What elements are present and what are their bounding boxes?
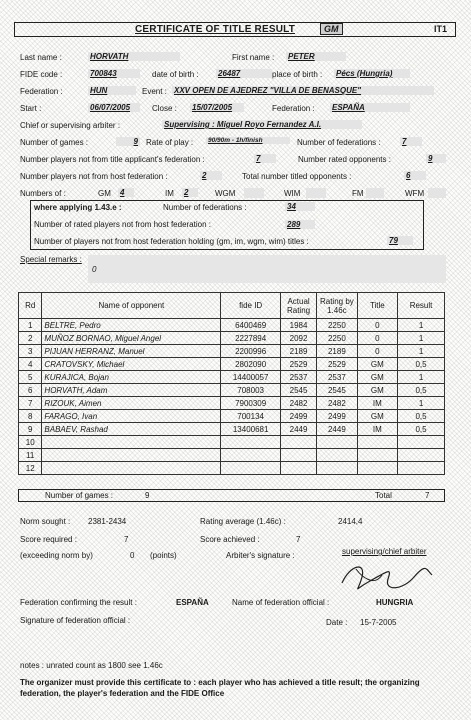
table-row [19, 410, 445, 423]
official-name-value: HUNGRIA [376, 598, 414, 607]
table-row [19, 397, 445, 410]
title-cell: 0 [357, 319, 397, 332]
fide-code-label: FIDE code : [20, 70, 63, 79]
rule-143e-rated-label: Number of rated players not from host federation : [34, 220, 211, 229]
actual-rating-cell [280, 462, 316, 475]
rating-146c-cell: 2250 [317, 332, 357, 345]
actual-rating-cell [280, 449, 316, 462]
im-label: IM [165, 189, 174, 198]
special-remarks-field [88, 255, 446, 283]
score-achieved-value: 7 [296, 535, 301, 544]
close-value: 15/07/2005 [190, 103, 244, 112]
actual-rating-cell: 2449 [280, 423, 316, 436]
fide-id-cell: 7900309 [221, 397, 281, 410]
certificate-header [14, 22, 456, 37]
last-name-value: HORVATH [88, 52, 180, 61]
col-rating-146c: Rating by 1.46c [317, 293, 357, 319]
title-cell: 0 [357, 332, 397, 345]
fide-id-cell: 700134 [221, 410, 281, 423]
rating-average-value: 2414,4 [338, 517, 363, 526]
actual-rating-cell: 2545 [280, 384, 316, 397]
col-result: Result [398, 293, 445, 319]
actual-rating-cell: 2537 [280, 371, 316, 384]
result-cell [398, 462, 445, 475]
event-label: Event : [142, 87, 167, 96]
titled-value: 6 [404, 171, 426, 180]
rule-143e-titled-value: 79 [387, 236, 413, 245]
title-cell [357, 449, 397, 462]
opponent-name-cell: PIJUAN HERRANZ, Manuel [42, 345, 221, 358]
table-row [19, 371, 445, 384]
opponent-name-cell: BELTRE, Pedro [42, 319, 221, 332]
title-cell [357, 462, 397, 475]
fide-id-cell: 2227894 [221, 332, 281, 345]
result-cell [398, 436, 445, 449]
result-cell: 1 [398, 319, 445, 332]
fide-id-cell [221, 449, 281, 462]
table-row [19, 358, 445, 371]
opponents-table-body [19, 319, 445, 475]
col-fide-id: fide ID [221, 293, 281, 319]
round-cell: 7 [19, 397, 42, 410]
special-remarks-value: 0 [92, 265, 97, 274]
fide-id-cell [221, 436, 281, 449]
table-row [19, 345, 445, 358]
close-label: Close : [152, 104, 177, 113]
table-footer [18, 489, 445, 502]
rule-143e-title: where applying 1.43.e : [34, 203, 122, 212]
arbiter-value: Supervising : Miguel Royo Fernandez A.I. [162, 120, 362, 129]
wgm-count [244, 188, 264, 198]
rated-opponents-value: 9 [426, 154, 446, 163]
games-label: Number of games : [20, 138, 89, 147]
pob-label: place of birth : [272, 70, 323, 79]
rating-146c-cell: 2189 [317, 345, 357, 358]
opponent-name-cell: HORVATH, Adam [42, 384, 221, 397]
actual-rating-cell: 2529 [280, 358, 316, 371]
event-federation-label: Federation : [272, 104, 315, 113]
col-title: Title [357, 293, 397, 319]
rating-average-label: Rating average (1.46c) : [200, 517, 286, 526]
footer-total-value: 7 [425, 491, 430, 500]
arbiter-signature-scribble [322, 547, 444, 599]
opponent-name-cell: CRATOVSKY, Michael [42, 358, 221, 371]
not-from-fed-value: 7 [254, 154, 276, 163]
rule-143e-feds-label: Number of federations : [163, 203, 247, 212]
wfm-label: WFM [405, 189, 425, 198]
not-host-value: 2 [200, 171, 222, 180]
wgm-label: WGM [215, 189, 236, 198]
rate-label: Rate of play : [146, 138, 194, 147]
start-label: Start : [20, 104, 42, 113]
score-required-value: 7 [124, 535, 129, 544]
title-cell: GM [357, 384, 397, 397]
actual-rating-cell [280, 436, 316, 449]
table-row [19, 319, 445, 332]
fide-id-cell: 708003 [221, 384, 281, 397]
exceeding-value: 0 [130, 551, 135, 560]
federation-label: Federation : [20, 87, 63, 96]
first-name-label: First name : [232, 53, 275, 62]
table-row [19, 449, 445, 462]
actual-rating-cell: 2189 [280, 345, 316, 358]
rule-143e-feds-value: 34 [285, 202, 315, 211]
rated-opponents-label: Number rated opponents : [298, 155, 391, 164]
opponent-name-cell: RIZOUK, Aimen [42, 397, 221, 410]
table-row [19, 423, 445, 436]
round-cell: 12 [19, 462, 42, 475]
round-cell: 1 [19, 319, 42, 332]
date-value: 15-7-2005 [360, 618, 397, 627]
fide-id-cell: 6400469 [221, 319, 281, 332]
fide-code-value: 700843 [88, 69, 140, 78]
dob-label: date of birth : [152, 70, 199, 79]
rating-146c-cell: 2482 [317, 397, 357, 410]
form-code: IT1 [433, 24, 447, 34]
rule-143e-box [30, 200, 424, 250]
fide-id-cell: 2802090 [221, 358, 281, 371]
table-row [19, 332, 445, 345]
col-actual-rating: Actual Rating [280, 293, 316, 319]
result-cell: 1 [398, 332, 445, 345]
round-cell: 9 [19, 423, 42, 436]
result-cell: 1 [398, 397, 445, 410]
table-row [19, 436, 445, 449]
federation-value: HUN [88, 86, 136, 95]
opponent-name-cell [42, 436, 221, 449]
opponent-name-cell [42, 449, 221, 462]
col-rd: Rd [19, 293, 42, 319]
actual-rating-cell: 2499 [280, 410, 316, 423]
rating-146c-cell [317, 449, 357, 462]
norm-sought-value: 2381-2434 [88, 517, 127, 526]
special-remarks-label: Special remarks : [20, 255, 82, 264]
actual-rating-cell: 2482 [280, 397, 316, 410]
rating-146c-cell: 2499 [317, 410, 357, 423]
official-name-label: Name of federation official : [232, 598, 330, 607]
wim-label: WIM [284, 189, 301, 198]
event-value: XXV OPEN DE AJEDREZ "VILLA DE BENASQUE" [172, 86, 434, 95]
title-cell: 0 [357, 345, 397, 358]
footer-games-label: Number of games : [45, 491, 114, 500]
arbiter-label: Chief or supervising arbiter : [20, 121, 121, 130]
fide-id-cell [221, 462, 281, 475]
col-name: Name of opponent [42, 293, 221, 319]
table-row [19, 384, 445, 397]
wim-count [306, 188, 326, 198]
date-label: Date : [326, 618, 348, 627]
round-cell: 11 [19, 449, 42, 462]
title-cell: IM [357, 397, 397, 410]
not-from-fed-label: Number players not from title applicant's federation : [20, 155, 205, 164]
official-signature-label: Signature of federation official : [20, 616, 131, 625]
footer-total-label: Total [375, 491, 392, 500]
federations-label: Number of federations : [297, 138, 381, 147]
score-required-label: Score required : [20, 535, 77, 544]
result-cell: 0,5 [398, 410, 445, 423]
arbiter-signature-label: Arbiter's signature : [226, 551, 295, 560]
confirm-federation-label: Federation confirming the result : [20, 598, 137, 607]
opponent-name-cell [42, 462, 221, 475]
gm-label: GM [98, 189, 111, 198]
table-header-row [19, 293, 445, 319]
opponent-name-cell: MUÑOZ BORNAO, Miguel Angel [42, 332, 221, 345]
round-cell: 2 [19, 332, 42, 345]
fm-count [366, 188, 384, 198]
start-value: 06/07/2005 [88, 103, 140, 112]
notes-unrated: notes : unrated count as 1800 see 1.46c [20, 661, 163, 670]
confirm-federation-value: ESPAÑA [176, 598, 209, 607]
title-cell [357, 436, 397, 449]
opponent-name-cell: FARAGO, Ivan [42, 410, 221, 423]
result-cell: 1 [398, 371, 445, 384]
arbiter-signature-area [322, 547, 444, 599]
rating-146c-cell: 2250 [317, 319, 357, 332]
score-achieved-label: Score achieved : [200, 535, 260, 544]
result-cell: 0,5 [398, 423, 445, 436]
rating-146c-cell: 2537 [317, 371, 357, 384]
footer-games-value: 9 [145, 491, 150, 500]
federations-value: 7 [400, 137, 422, 146]
wfm-count [428, 188, 446, 198]
fide-id-cell: 14400057 [221, 371, 281, 384]
games-value: 9 [116, 137, 140, 146]
title-cell: GM [357, 371, 397, 384]
notes-organizer: The organizer must provide this certificate to : each player who has achieved a title result; the organizing federation, the player's federation and the FIDE Office [20, 678, 420, 698]
round-cell: 6 [19, 384, 42, 397]
opponents-table [18, 292, 445, 475]
result-cell: 0,5 [398, 384, 445, 397]
last-name-label: Last name : [20, 53, 62, 62]
pob-value: Pécs (Hungria) [334, 69, 410, 78]
result-cell: 1 [398, 345, 445, 358]
certificate-title: CERTIFICATE OF TITLE RESULT [135, 24, 296, 35]
event-federation-value: ESPAÑA [330, 103, 410, 112]
round-cell: 8 [19, 410, 42, 423]
title-cell: GM [357, 410, 397, 423]
title-code: GM [320, 23, 343, 35]
dob-value: 26487 [216, 69, 272, 78]
rating-146c-cell: 2529 [317, 358, 357, 371]
actual-rating-cell: 1984 [280, 319, 316, 332]
rate-value: 90/90m - 1h/finish [206, 137, 290, 144]
titled-label: Total number titled opponents : [242, 172, 352, 181]
title-cell: IM [357, 423, 397, 436]
first-name-value: PETER [286, 52, 346, 61]
rating-146c-cell: 2545 [317, 384, 357, 397]
numbers-of-label: Numbers of : [20, 189, 66, 198]
rule-143e-rated-value: 289 [285, 220, 315, 229]
result-cell [398, 449, 445, 462]
opponent-name-cell: BABAEV, Rashad [42, 423, 221, 436]
rule-143e-titled-label: Number of players not from host federation holding (gm, im, wgm, wim) titles : [34, 237, 309, 246]
exceeding-label: (exceeding norm by) [20, 551, 93, 560]
rating-146c-cell [317, 436, 357, 449]
norm-sought-label: Norm sought : [20, 517, 71, 526]
fm-label: FM [352, 189, 364, 198]
points-label: (points) [150, 551, 177, 560]
title-cell: GM [357, 358, 397, 371]
round-cell: 10 [19, 436, 42, 449]
not-host-label: Number players not from host federation : [20, 172, 168, 181]
actual-rating-cell: 2092 [280, 332, 316, 345]
round-cell: 5 [19, 371, 42, 384]
rating-146c-cell [317, 462, 357, 475]
round-cell: 3 [19, 345, 42, 358]
fide-id-cell: 13400681 [221, 423, 281, 436]
gm-count: 4 [118, 188, 134, 197]
arbiter-role-label: supervising/chief arbiter [342, 547, 427, 556]
result-cell: 0,5 [398, 358, 445, 371]
im-count: 2 [182, 188, 198, 197]
table-row [19, 462, 445, 475]
fide-id-cell: 2200996 [221, 345, 281, 358]
opponent-name-cell: KURAJICA, Bojan [42, 371, 221, 384]
rating-146c-cell: 2449 [317, 423, 357, 436]
round-cell: 4 [19, 358, 42, 371]
